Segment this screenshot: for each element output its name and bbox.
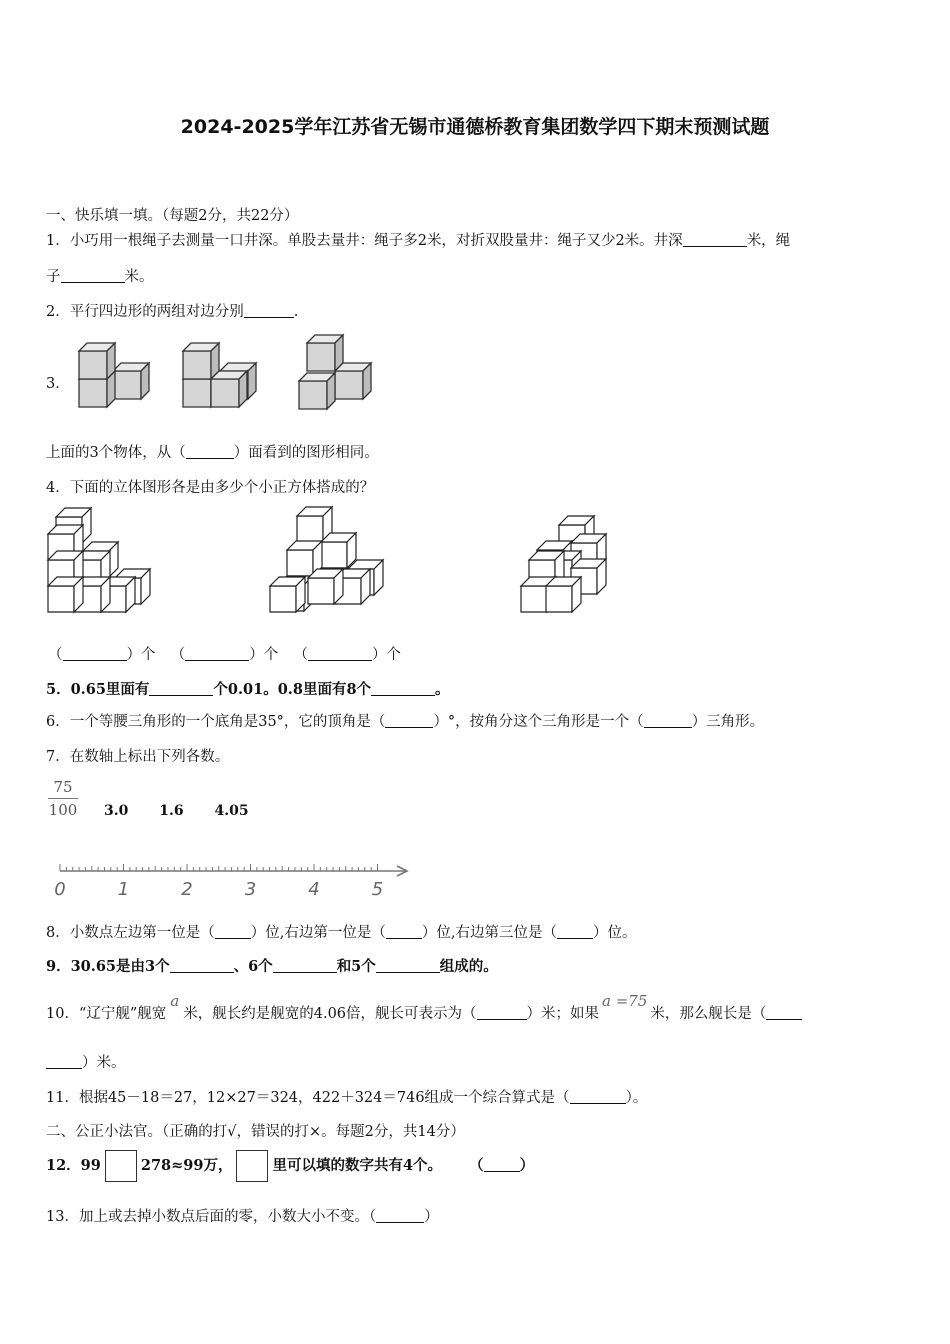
answer-blank[interactable] — [273, 958, 337, 974]
page-title: 2024-2025学年江苏省无锡市通德桥教育集团数学四下期末预测试题 — [180, 116, 770, 138]
q9-text: 和5个 — [336, 958, 376, 975]
q9-text: 组成的。 — [439, 958, 498, 975]
question-7: 7．在数轴上标出下列各数。 — [46, 749, 230, 765]
question-8 — [46, 921, 636, 942]
axis-label: 2 — [181, 879, 193, 900]
q4-paren: （ — [293, 647, 308, 663]
q13-text: ） — [424, 1209, 439, 1225]
question-10 — [46, 992, 802, 1023]
question-11 — [46, 1086, 647, 1107]
fraction-numerator: 75 — [53, 778, 73, 796]
q4-paren: （ — [48, 647, 63, 663]
q10-text: ）米；如果 — [526, 1006, 600, 1022]
q7-number: 3.0 — [104, 803, 129, 819]
answer-blank[interactable] — [766, 1005, 802, 1021]
fraction-denominator: 100 — [48, 801, 78, 819]
q12-text: 里可以填的数字共有4个。 — [272, 1157, 443, 1174]
question-4: 4．下面的立体图形各是由多少个小正方体搭成的？ — [46, 480, 375, 496]
answer-blank[interactable] — [215, 924, 251, 940]
question-3-number: 3． — [46, 376, 70, 392]
q2-text: 2．平行四边形的两组对边分别 — [46, 304, 244, 320]
q9-text: 9．30.65是由3个 — [46, 958, 170, 975]
digit-box[interactable] — [105, 1150, 137, 1182]
q1-text: 米。 — [124, 269, 154, 285]
q8-text: ）位。 — [592, 925, 637, 941]
q11-text: 11．根据45－18＝27，12×27＝324，422＋324＝746组成一个综合算式是（ — [46, 1090, 570, 1106]
q8-text: ）位,右边第三位是（ — [421, 925, 557, 941]
q3-text: ）面看到的图形相同。 — [233, 445, 379, 461]
q4-paren: ）个 — [371, 647, 401, 663]
q6-text: ）三角形。 — [691, 714, 765, 730]
q10-text: 米，那么舰长是（ — [650, 1006, 767, 1022]
q5-text: 。 — [435, 681, 450, 698]
q10-variable: a — [170, 992, 180, 1010]
axis-label: 3 — [244, 879, 257, 900]
axis-label: 0 — [54, 879, 66, 900]
answer-blank[interactable] — [557, 924, 593, 940]
answer-blank[interactable] — [484, 1157, 520, 1173]
answer-blank[interactable] — [477, 1005, 527, 1021]
section-2-heading: 二、公正小法官。（正确的打√，错误的打×。每题2分，共14分） — [46, 1124, 465, 1140]
q3-text: 上面的3个物体，从（ — [46, 445, 186, 461]
q7-number: 1.6 — [159, 803, 184, 819]
q8-text: 8．小数点左边第一位是（ — [46, 925, 215, 941]
answer-blank[interactable] — [570, 1089, 626, 1105]
q4-paren: （ — [170, 647, 186, 663]
q13-text: 13．加上或去掉小数点后面的零，小数大小不变。（ — [46, 1209, 377, 1225]
q4-paren: ）个 — [249, 647, 279, 663]
q12-paren: ） — [519, 1157, 535, 1174]
axis-label: 5 — [371, 879, 384, 900]
section-1-heading: 一、快乐填一填。（每题2分，共22分） — [46, 208, 299, 224]
q7-number: 4.05 — [214, 803, 249, 819]
question-10-cont — [46, 1051, 126, 1072]
q12-text: 12．99 — [46, 1157, 101, 1174]
answer-blank[interactable] — [170, 958, 234, 974]
q2-text: . — [293, 304, 299, 320]
digit-box[interactable] — [236, 1150, 268, 1182]
answer-blank[interactable] — [376, 1208, 424, 1224]
axis-label: 4 — [308, 879, 320, 900]
axis-label: 1 — [117, 879, 130, 900]
question-12 — [46, 1150, 534, 1182]
answer-blank[interactable] — [376, 958, 440, 974]
question-13 — [46, 1205, 439, 1226]
q1-text: 米，绳 — [746, 233, 791, 249]
q5-text: 5．0.65里面有 — [46, 681, 150, 698]
q12-text: 278≈99万， — [140, 1157, 233, 1174]
q1-text: 1．小巧用一根绳子去测量一口井深。单股去量井：绳子多2米，对折双股量井：绳子又少2米。井深 — [46, 233, 683, 249]
q1-text: 子 — [46, 269, 61, 285]
q9-text: 、6个 — [233, 958, 273, 975]
q5-text: 个0.01。0.8里面有8个 — [213, 681, 372, 698]
q10-equation: a =75 — [602, 992, 648, 1010]
answer-blank[interactable] — [46, 1054, 82, 1070]
q10-text: 10．“辽宁舰”舰宽 — [46, 1006, 167, 1022]
q10-text: ）米。 — [82, 1055, 126, 1071]
q10-text: 米，舰长约是舰宽的4.06倍，舰长可表示为（ — [183, 1006, 477, 1022]
q8-text: ）位,右边第一位是（ — [250, 925, 386, 941]
q12-paren: （ — [469, 1157, 484, 1174]
question-9 — [46, 955, 498, 976]
q4-paren: ）个 — [126, 647, 156, 663]
q11-text: ）。 — [625, 1090, 648, 1106]
q6-text: 6．一个等腰三角形的一个底角是35°，它的顶角是（ — [46, 714, 386, 730]
q6-text: ）°，按角分这个三角形是一个（ — [433, 714, 644, 730]
answer-blank[interactable] — [386, 924, 422, 940]
